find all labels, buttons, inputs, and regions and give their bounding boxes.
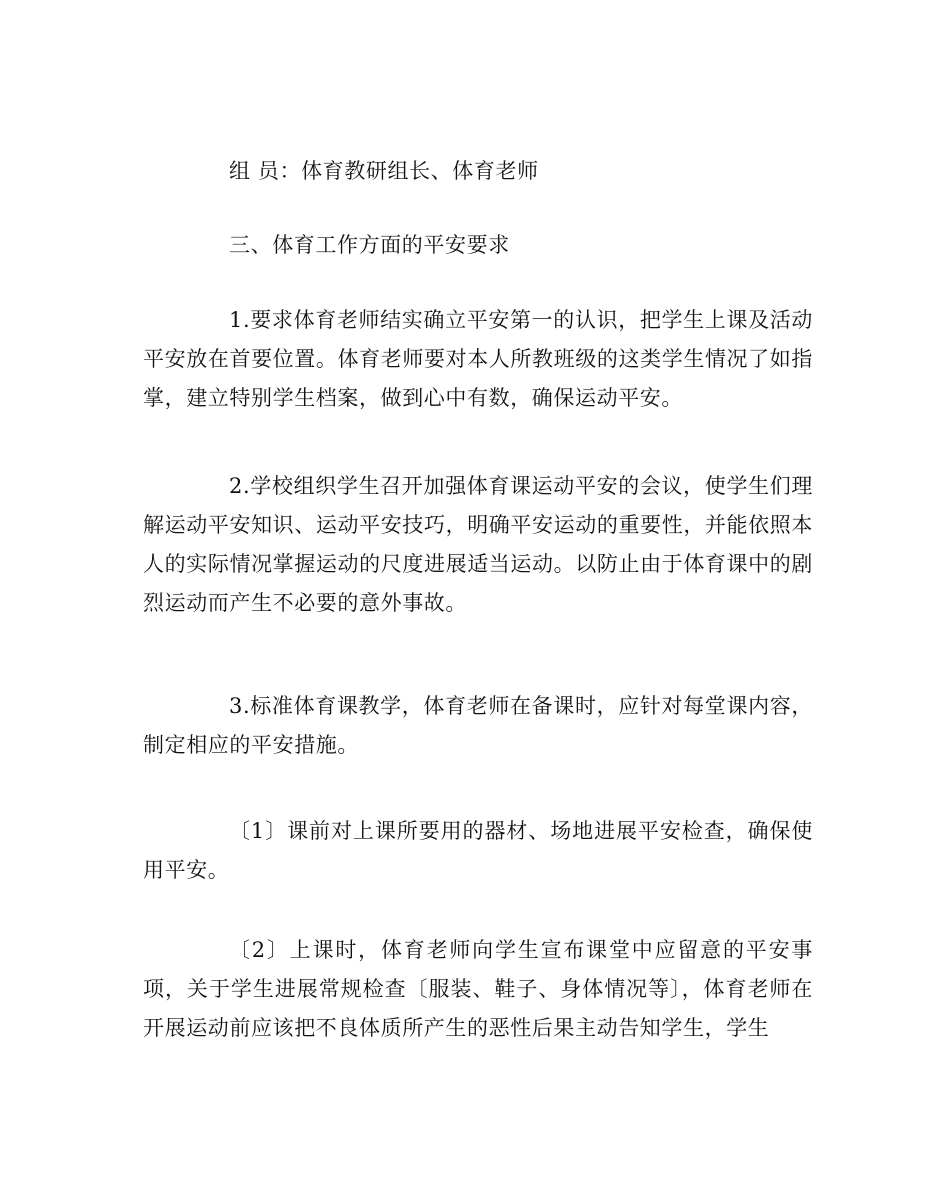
paragraph-subitem-2: 〔2〕上课时，体育老师向学生宣布课堂中应留意的平安事项，关于学生进展常规检查〔服装、鞋子、身体情况等〕，体育老师在开展运动前应该把不良体质所产生的恶性后果主动告知学生，学生 [143, 938, 813, 1040]
paragraph-subitem-1: 〔1〕课前对上课所要用的器材、场地进展平安检查，确保使用平安。 [143, 819, 813, 882]
paragraph-item-1: 1.要求体育老师结实确立平安第一的认识，把学生上课及活动平安放在首要位置。体育老师要对本人所教班级的这类学生情况了如指掌，建立特别学生档案，做到心中有数，确保运动平安。 [143, 308, 813, 410]
section-heading-safety-requirements: 三、体育工作方面的平安要求 [229, 233, 510, 257]
paragraph-members: 组 员：体育教研组长、体育老师 [229, 159, 539, 183]
paragraph-item-2: 2.学校组织学生召开加强体育课运动平安的会议，使学生们理解运动平安知识、运动平安技巧，明确平安运动的重要性，并能依照本人的实际情况掌握运动的尺度进展适当运动。以防止由于体育课中的剧烈运动而产生不必要的意外事故。 [143, 474, 813, 615]
paragraph-item-3: 3.标准体育课教学，体育老师在备课时，应针对每堂课内容，制定相应的平安措施。 [143, 694, 813, 757]
